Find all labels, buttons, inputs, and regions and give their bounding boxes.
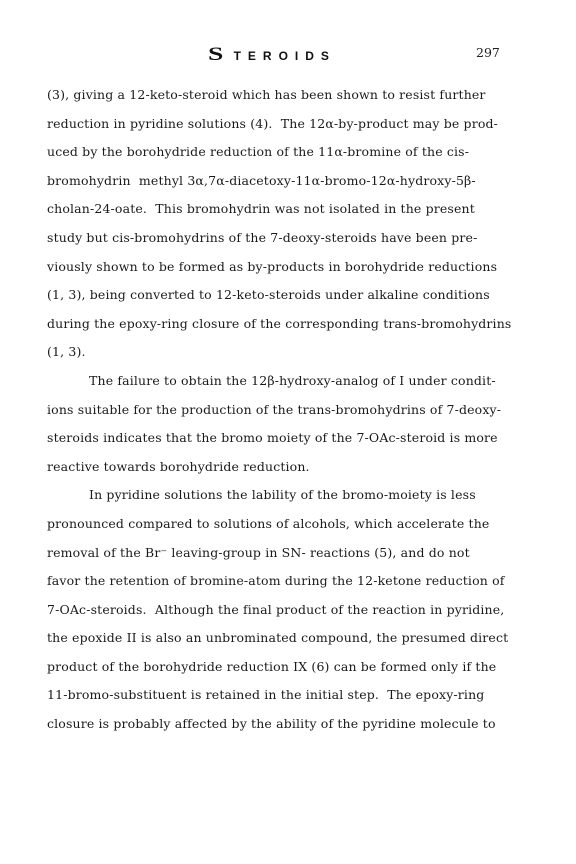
text-line: pronounced compared to solutions of alcohols, which accelerate the xyxy=(47,515,490,531)
text-line: favor the retention of bromine-atom during the 12-ketone reduction of xyxy=(47,573,505,589)
text-line: (1, 3), being converted to 12-keto-steroids under alkaline conditions xyxy=(47,287,490,303)
text-line: 11-bromo-substituent is retained in the initial step. The epoxy-ring xyxy=(47,687,485,703)
journal-title xyxy=(208,44,336,66)
page-number: 297 xyxy=(476,45,500,60)
text-line: the epoxide II is also an unbrominated compound, the presumed direct xyxy=(47,630,509,646)
text-line: reduction in pyridine solutions (4). The 12α-by-product may be prod- xyxy=(47,115,499,131)
text-line: viously shown to be formed as by-products in borohydride reductions xyxy=(47,258,498,274)
text-line: study but cis-bromohydrins of the 7-deoxy-steroids have been pre- xyxy=(47,229,478,245)
text-line: (1, 3). xyxy=(47,344,86,360)
text-line: removal of the Br⁻ leaving-group in SN- reactions (5), and do not xyxy=(47,544,470,560)
text-line: cholan-24-oate. This bromohydrin was not isolated in the present xyxy=(47,201,475,217)
text-line: ions suitable for the production of the trans-bromohydrins of 7-deoxy- xyxy=(47,401,502,417)
text-line: The failure to obtain the 12β-hydroxy-analog of I under condit- xyxy=(89,372,496,388)
text-line: steroids indicates that the bromo moiety of the 7-OAc-steroid is more xyxy=(47,430,498,446)
journal-title-rest: TEROIDS xyxy=(233,49,336,63)
running-header xyxy=(0,44,576,64)
text-line: (3), giving a 12-keto-steroid which has been shown to resist further xyxy=(47,87,486,102)
text-line: product of the borohydride reduction IX (6) can be formed only if the xyxy=(47,658,497,674)
text-line: In pyridine solutions the lability of the bromo-moiety is less xyxy=(89,487,476,503)
text-line: reactive towards borohydride reduction. xyxy=(47,458,310,474)
text-line: uced by the borohydride reduction of the 11α-bromine of the cis- xyxy=(47,144,470,160)
text-line: bromohydrin methyl 3α,7α-diacetoxy-11α-bromo-12α-hydroxy-5β- xyxy=(47,172,476,188)
text-line: during the epoxy-ring closure of the corresponding trans-bromohydrins xyxy=(47,315,512,331)
text-line: closure is probably affected by the ability of the pyridine molecule to xyxy=(47,716,496,732)
journal-title-initial: S xyxy=(208,44,228,65)
text-line: 7-OAc-steroids. Although the final product of the reaction in pyridine, xyxy=(47,601,505,617)
body-text xyxy=(47,81,531,739)
